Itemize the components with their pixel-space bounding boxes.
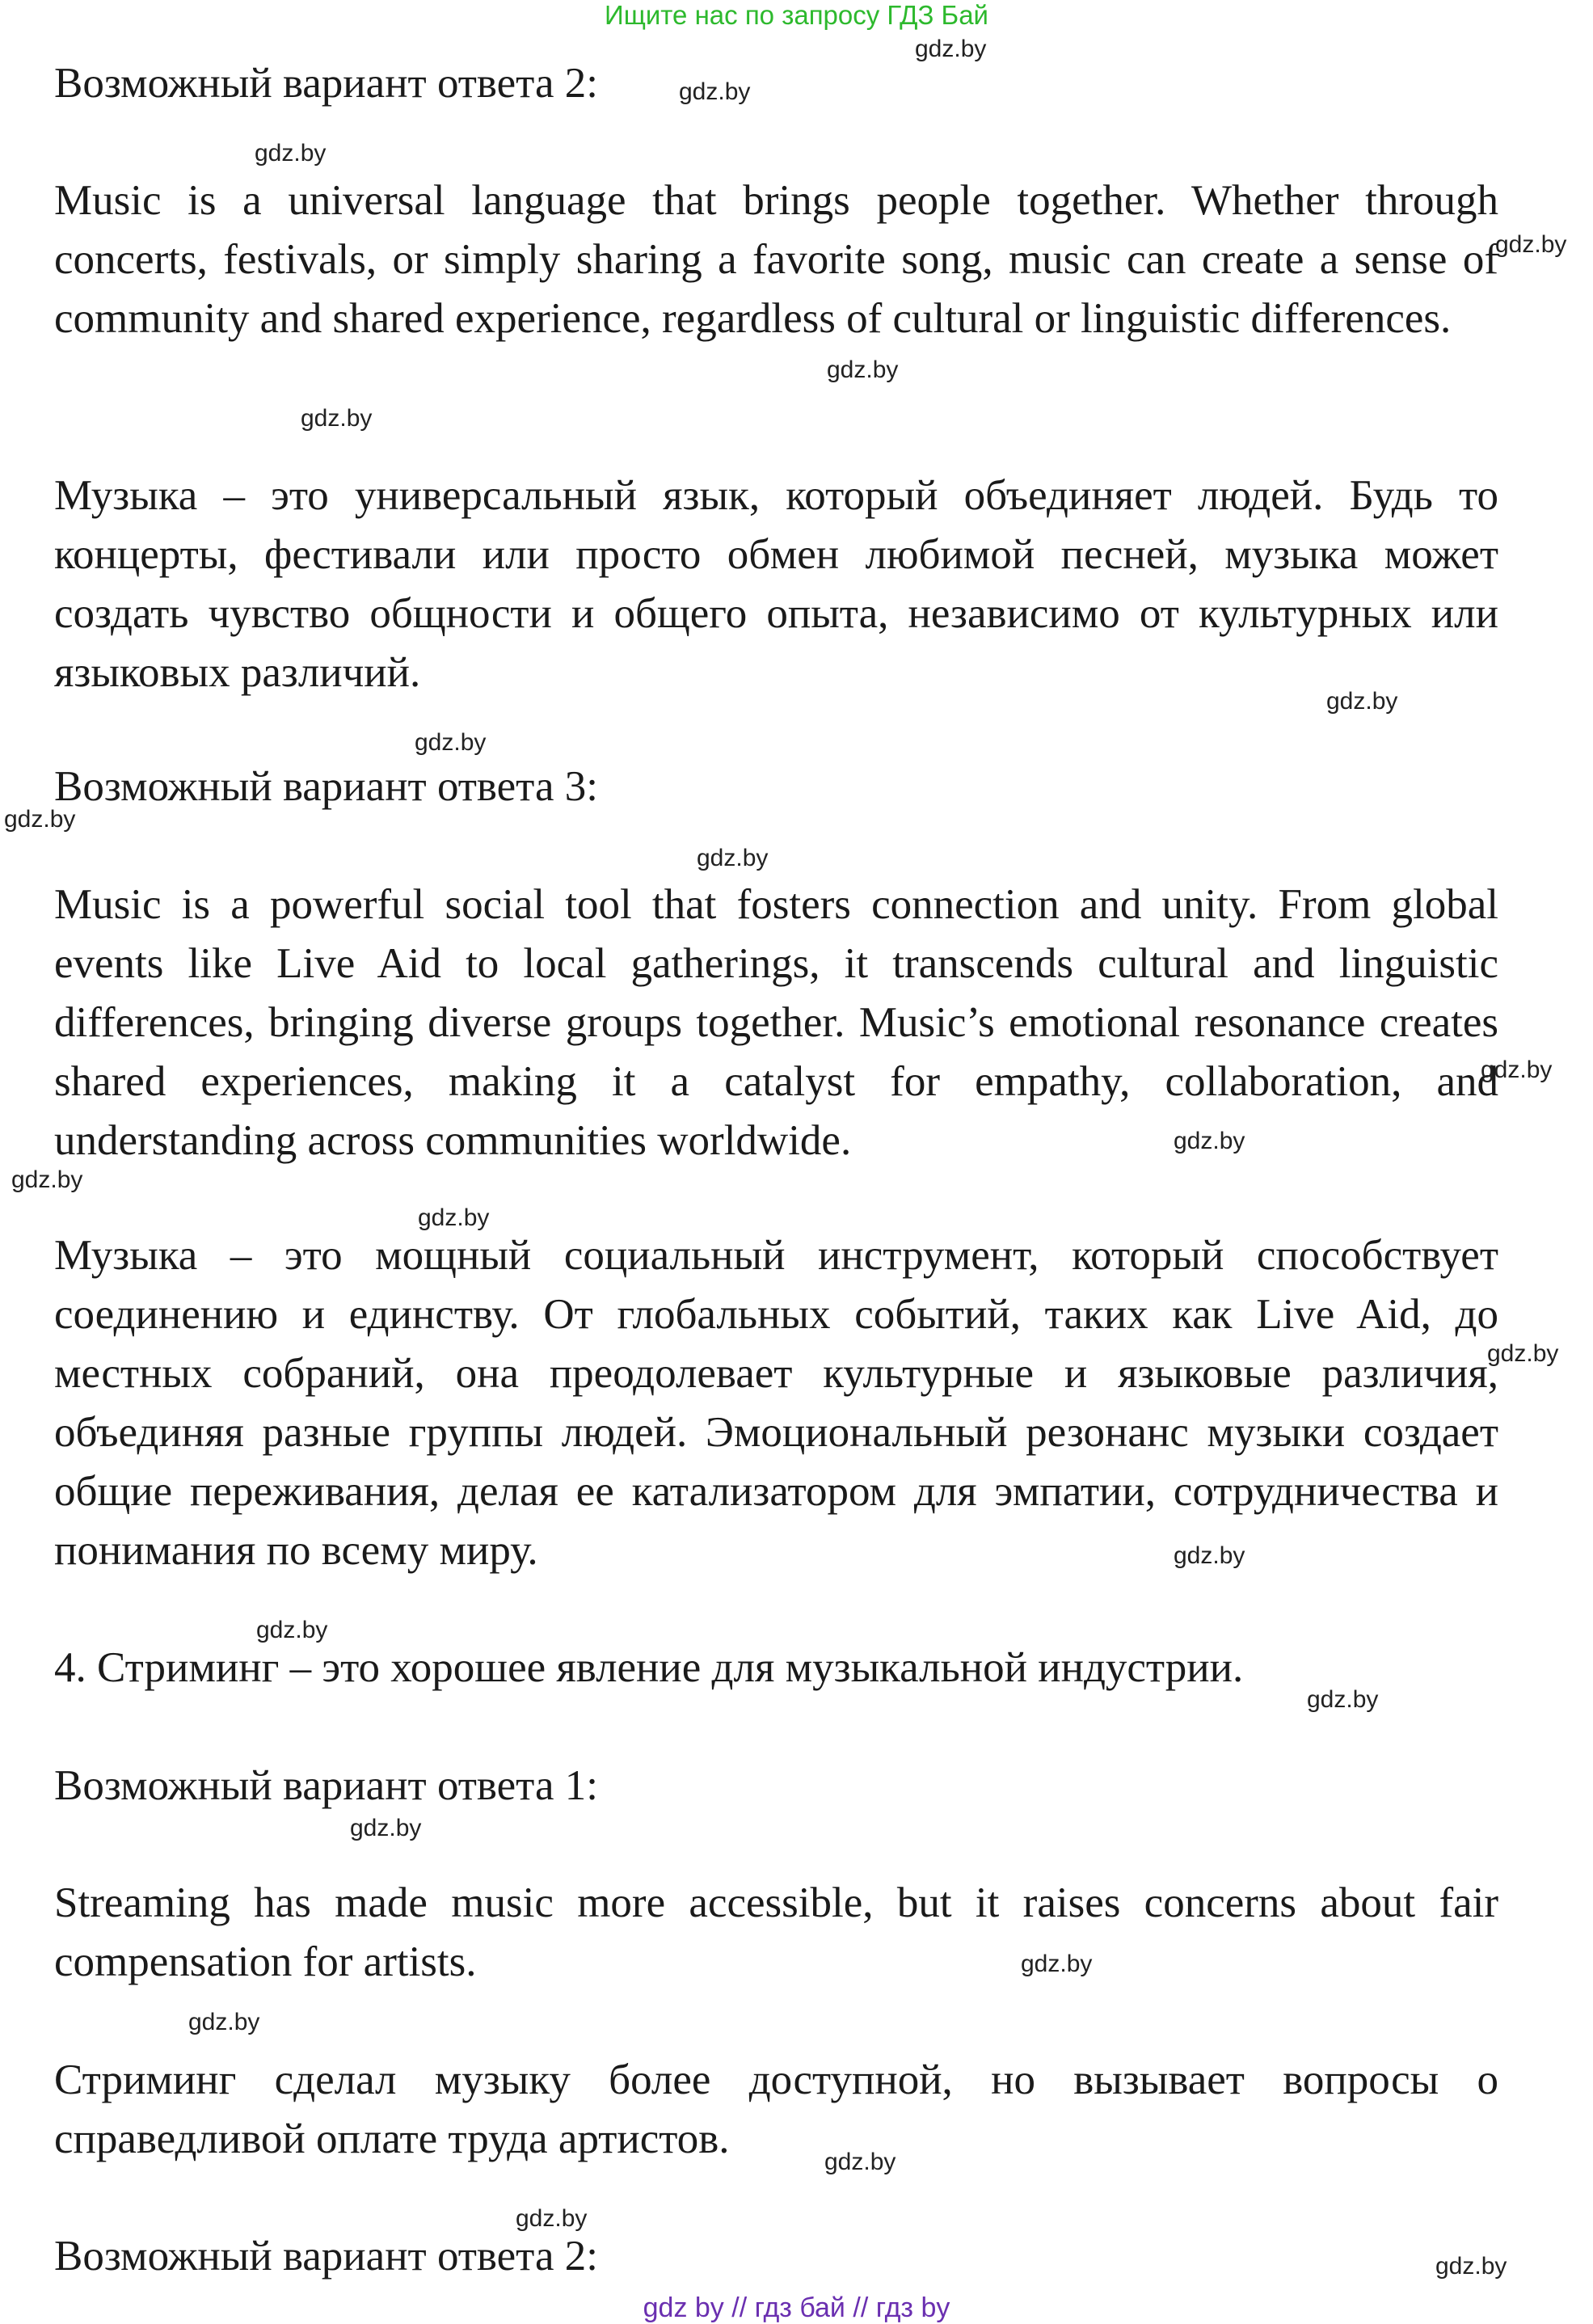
watermark: gdz.by bbox=[301, 405, 373, 432]
watermark: gdz.by bbox=[1326, 688, 1398, 715]
answer-variant-3-english: Music is a powerful social tool that fosters connection and unity. From global events like Live Aid to local gatherings, it transcends cultural and linguistic differences, bringing diverse groups together. Music’s emotional resonance creates shared experiences, making it a catalyst for empathy, collaboration, and understanding across communities worldwide. bbox=[54, 881, 1498, 1164]
answer-variant-2-title: Возможный вариант ответа 2: bbox=[54, 60, 598, 107]
watermark: gdz.by bbox=[1435, 2253, 1507, 2280]
q4-answer-variant-1-russian: Стриминг сделал музыку более доступной, но вызывает вопросы о справедливой оплате труда артистов. bbox=[54, 2056, 1498, 2162]
watermark: gdz.by bbox=[516, 2205, 588, 2232]
watermark: gdz.by bbox=[188, 2009, 260, 2035]
q4-answer-variant-1-title: Возможный вариант ответа 1: bbox=[54, 1762, 598, 1809]
answer-variant-3-title: Возможный вариант ответа 3: bbox=[54, 763, 598, 810]
watermark: gdz.by bbox=[418, 1204, 490, 1231]
answer-variant-2-russian: Музыка – это универсальный язык, который объединяет людей. Будь то концерты, фестивали или просто обмен любимой песней, музыка может создать чувство общности и общего опыта, независимо от культурных или языковых различий. bbox=[54, 472, 1498, 696]
watermark: gdz.by bbox=[697, 845, 769, 871]
q4-answer-variant-1-english: Streaming has made music more accessible, but it raises concerns about fair compensation for artists. bbox=[54, 1879, 1498, 1985]
answer-variant-3-russian: Музыка – это мощный социальный инструмент, который способствует соединению и единству. От глобальных событий, таких как Live Aid, до местных собраний, она преодолевает культурные и языковые различия, объединяя разные группы людей. Эмоциональный резонанс музыки создает общие переживания, делая ее катализатором для эмпатии, сотрудничества и понимания по всему миру. bbox=[54, 1232, 1498, 1574]
watermark: gdz.by bbox=[1174, 1128, 1245, 1154]
watermark: gdz.by bbox=[1495, 231, 1567, 258]
watermark: gdz.by bbox=[1174, 1542, 1245, 1569]
header-banner: Ищите нас по запросу ГДЗ Бай bbox=[605, 0, 988, 30]
answer-variant-2-english: Music is a universal language that brings people together. Whether through concerts, festivals, or simply sharing a favorite song, music can create a sense of community and shared experience, regardless of cultural or linguistic differences. bbox=[54, 177, 1498, 342]
watermark: gdz.by bbox=[4, 806, 76, 833]
watermark: gdz.by bbox=[256, 1617, 328, 1643]
watermark: gdz.by bbox=[1487, 1340, 1559, 1367]
question-4-heading: 4. Стриминг – это хорошее явление для музыкальной индустрии. bbox=[54, 1644, 1244, 1691]
watermark: gdz.by bbox=[1481, 1057, 1553, 1083]
watermark: gdz.by bbox=[915, 36, 987, 62]
watermark: gdz.by bbox=[827, 356, 899, 383]
watermark: gdz.by bbox=[1021, 1951, 1093, 1977]
watermark: gdz.by bbox=[350, 1815, 422, 1841]
footer-links: gdz by // гдз бай // гдз by bbox=[643, 2292, 950, 2323]
watermark: gdz.by bbox=[679, 78, 751, 105]
watermark: gdz.by bbox=[11, 1166, 83, 1193]
watermark: gdz.by bbox=[255, 140, 327, 167]
watermark: gdz.by bbox=[824, 2149, 896, 2175]
q4-answer-variant-2-title: Возможный вариант ответа 2: bbox=[54, 2233, 598, 2280]
watermark: gdz.by bbox=[1307, 1686, 1379, 1713]
watermark: gdz.by bbox=[415, 729, 487, 756]
